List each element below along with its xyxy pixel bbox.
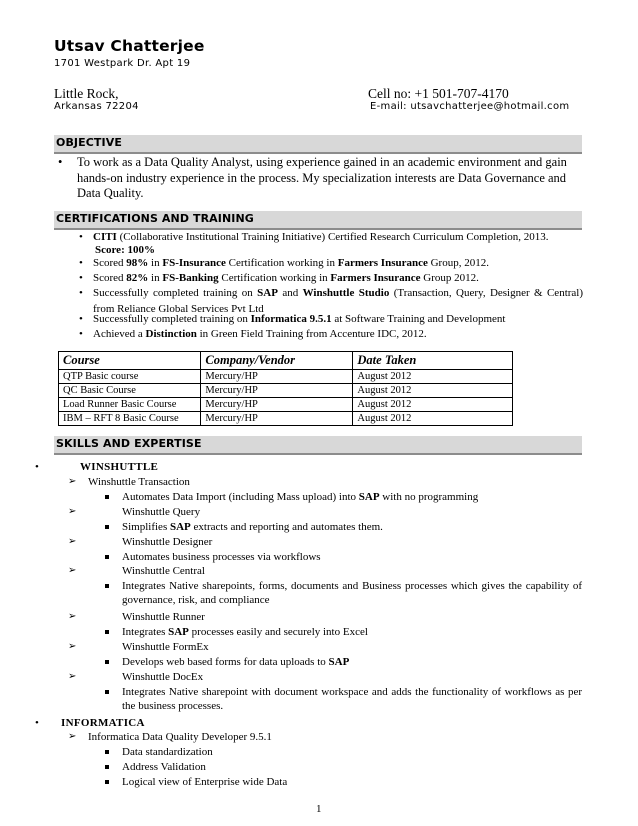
winshuttle-item-name: Winshuttle Query bbox=[122, 506, 201, 518]
desc-text: with no programming bbox=[379, 491, 479, 503]
informatica-item: Data standardization bbox=[122, 746, 213, 758]
objective-title: OBJECTIVE bbox=[56, 136, 122, 149]
cert-text: Achieved a bbox=[93, 328, 146, 340]
cert-text: and bbox=[277, 287, 303, 299]
cell-number: +1 501-707-4170 bbox=[414, 86, 509, 101]
table-cell: Load Runner Basic Course bbox=[59, 398, 201, 412]
table-header-row bbox=[59, 352, 513, 370]
column-header-date: Date Taken bbox=[353, 352, 513, 370]
bullet-dot: • bbox=[79, 272, 83, 284]
cert-item-5 bbox=[93, 311, 505, 327]
cert-text: in Green Field Training from Accenture IDC, 2012. bbox=[196, 328, 427, 340]
desc-bold: SAP bbox=[358, 491, 380, 503]
page-number: 1 bbox=[316, 803, 322, 815]
table-cell: August 2012 bbox=[353, 384, 513, 398]
email-address: utsavchatterjee@hotmail.com bbox=[410, 101, 570, 112]
square-bullet-icon bbox=[105, 584, 109, 588]
objective-text: To work as a Data Quality Analyst, using experience gained in an academic environment and gain hands-on industry experience in the process. My specialization interests are Data Governance and Data Quality. bbox=[77, 155, 567, 200]
desc-text: Automates Data Import (including Mass upload) into bbox=[122, 491, 359, 503]
desc-text: Integrates bbox=[122, 626, 169, 638]
table-cell: August 2012 bbox=[353, 370, 513, 384]
cert-bold: Score: 100% bbox=[95, 244, 155, 256]
winshuttle-item-name: Winshuttle Designer bbox=[122, 536, 213, 548]
winshuttle-item-name: Winshuttle Transaction bbox=[88, 476, 190, 488]
cert-item-2 bbox=[93, 255, 489, 271]
cell-line bbox=[368, 86, 509, 102]
table-row bbox=[59, 398, 513, 412]
arrow-bullet-icon: ➢ bbox=[68, 565, 77, 576]
winshuttle-item-desc bbox=[122, 520, 383, 534]
cert-bold: Informatica 9.5.1 bbox=[250, 313, 332, 325]
skills-title: SKILLS AND EXPERTISE bbox=[56, 437, 202, 450]
objective-section-bar bbox=[54, 135, 582, 154]
email-line bbox=[370, 101, 569, 112]
desc-text: Develops web based forms for data uploads to bbox=[122, 656, 329, 668]
bullet-dot: • bbox=[79, 313, 83, 325]
cert-bold: Farmers Insurance bbox=[337, 257, 428, 269]
winshuttle-item-name: Winshuttle Runner bbox=[122, 611, 205, 623]
cert-item-1 bbox=[93, 229, 549, 245]
cert-item-6 bbox=[93, 326, 427, 342]
table-cell: QC Basic Course bbox=[59, 384, 201, 398]
cert-text: Certification working in bbox=[218, 272, 331, 284]
bullet-dot: • bbox=[58, 155, 63, 169]
cert-item-3 bbox=[93, 270, 479, 286]
cert-text: Group, 2012. bbox=[427, 257, 489, 269]
cert-text: Scored bbox=[93, 257, 127, 269]
cell-label: Cell no: bbox=[368, 86, 412, 101]
arrow-bullet-icon: ➢ bbox=[68, 671, 77, 682]
square-bullet-icon bbox=[105, 555, 109, 559]
cert-text: in bbox=[148, 257, 163, 269]
table-cell: Mercury/HP bbox=[201, 384, 353, 398]
square-bullet-icon bbox=[105, 690, 109, 694]
table-cell: Mercury/HP bbox=[201, 398, 353, 412]
table-cell: Mercury/HP bbox=[201, 370, 353, 384]
square-bullet-icon bbox=[105, 750, 109, 754]
cert-bold: 98% bbox=[126, 257, 149, 269]
square-bullet-icon bbox=[105, 630, 109, 634]
cert-text: in bbox=[148, 272, 163, 284]
desc-text: Simplifies bbox=[122, 521, 170, 533]
winshuttle-item-desc: Integrates Native sharepoints, forms, documents and Business processes which gives the capability of governance, risk, and compliance bbox=[122, 580, 582, 606]
desc-bold: SAP bbox=[169, 521, 191, 533]
table-cell: IBM – RFT 8 Basic Course bbox=[59, 412, 201, 426]
square-bullet-icon bbox=[105, 780, 109, 784]
cert-text: Successfully completed training on bbox=[93, 287, 258, 299]
arrow-bullet-icon: ➢ bbox=[68, 641, 77, 652]
table-row bbox=[59, 384, 513, 398]
city: Little Rock, bbox=[54, 86, 119, 101]
arrow-bullet-icon: ➢ bbox=[68, 506, 77, 517]
table-cell: Mercury/HP bbox=[201, 412, 353, 426]
table-cell: QTP Basic course bbox=[59, 370, 201, 384]
cert-bold: Farmers Insurance bbox=[330, 272, 421, 284]
arrow-bullet-icon: ➢ bbox=[68, 476, 77, 487]
winshuttle-item-desc bbox=[122, 625, 368, 639]
table-row bbox=[59, 370, 513, 384]
bullet-dot: • bbox=[35, 461, 39, 473]
bullet-dot: • bbox=[79, 257, 83, 269]
certifications-title: CERTIFICATIONS AND TRAINING bbox=[56, 212, 254, 225]
winshuttle-item-name: Winshuttle FormEx bbox=[122, 641, 209, 653]
bullet-dot: • bbox=[79, 287, 83, 299]
cert-bold: Distinction bbox=[145, 328, 197, 340]
informatica-heading: INFORMATICA bbox=[61, 717, 145, 729]
informatica-sub: Informatica Data Quality Developer 9.5.1 bbox=[88, 731, 272, 743]
winshuttle-item-desc: Automates business processes via workflows bbox=[122, 551, 321, 563]
cert-bold: 82% bbox=[126, 272, 149, 284]
winshuttle-item-desc bbox=[122, 490, 478, 504]
bullet-dot: • bbox=[35, 717, 39, 729]
desc-text: processes easily and securely into Excel bbox=[188, 626, 368, 638]
winshuttle-item-name: Winshuttle DocEx bbox=[122, 671, 204, 683]
cert-text: Successfully completed training on bbox=[93, 313, 251, 325]
cert-bold: CITI bbox=[93, 231, 117, 243]
desc-bold: SAP bbox=[168, 626, 189, 638]
bullet-dot: • bbox=[79, 231, 83, 243]
square-bullet-icon bbox=[105, 660, 109, 664]
table-cell: August 2012 bbox=[353, 398, 513, 412]
square-bullet-icon bbox=[105, 525, 109, 529]
certifications-section-bar bbox=[54, 211, 582, 230]
table-row bbox=[59, 412, 513, 426]
bullet-dot: • bbox=[79, 328, 83, 340]
cert-text: Group 2012. bbox=[420, 272, 479, 284]
informatica-item: Logical view of Enterprise wide Data bbox=[122, 776, 288, 788]
cert-bold: Winshuttle Studio bbox=[302, 287, 390, 299]
informatica-item: Address Validation bbox=[122, 761, 206, 773]
candidate-name: Utsav Chatterjee bbox=[54, 37, 205, 55]
cert-text: at Software Training and Development bbox=[331, 313, 506, 325]
table-cell: August 2012 bbox=[353, 412, 513, 426]
square-bullet-icon bbox=[105, 765, 109, 769]
cert-bold: FS-Banking bbox=[162, 272, 219, 284]
cert-text: (Collaborative Institutional Training Initiative) Certified Research Curriculum Completion, 2013. bbox=[116, 231, 549, 243]
street-address: 1701 Westpark Dr. Apt 19 bbox=[54, 58, 191, 69]
skills-section-bar bbox=[54, 436, 582, 455]
arrow-bullet-icon: ➢ bbox=[68, 611, 77, 622]
winshuttle-item-desc: Integrates Native sharepoint with document workspace and adds the functionality of workflows as per the business processes. bbox=[122, 686, 582, 712]
cert-bold: SAP bbox=[257, 287, 278, 299]
cert-text: (Transaction, Query, Designer & Central) from Reliance Global Services Pvt Ltd bbox=[93, 287, 584, 315]
cert-bold: FS-Insurance bbox=[162, 257, 226, 269]
courses-table bbox=[58, 351, 513, 426]
winshuttle-heading: WINSHUTTLE bbox=[80, 461, 159, 473]
desc-text: extracts and reporting and automates them. bbox=[190, 521, 383, 533]
winshuttle-item-name: Winshuttle Central bbox=[122, 565, 205, 577]
column-header-vendor: Company/Vendor bbox=[201, 352, 353, 370]
state-zip: Arkansas 72204 bbox=[54, 101, 139, 112]
desc-bold: SAP bbox=[328, 656, 350, 668]
arrow-bullet-icon: ➢ bbox=[68, 731, 77, 742]
column-header-course: Course bbox=[59, 352, 201, 370]
email-label: E-mail: bbox=[370, 101, 407, 112]
cert-text: Certification working in bbox=[225, 257, 338, 269]
winshuttle-item-desc bbox=[122, 655, 349, 669]
square-bullet-icon bbox=[105, 495, 109, 499]
arrow-bullet-icon: ➢ bbox=[68, 536, 77, 547]
cert-text: Scored bbox=[93, 272, 127, 284]
